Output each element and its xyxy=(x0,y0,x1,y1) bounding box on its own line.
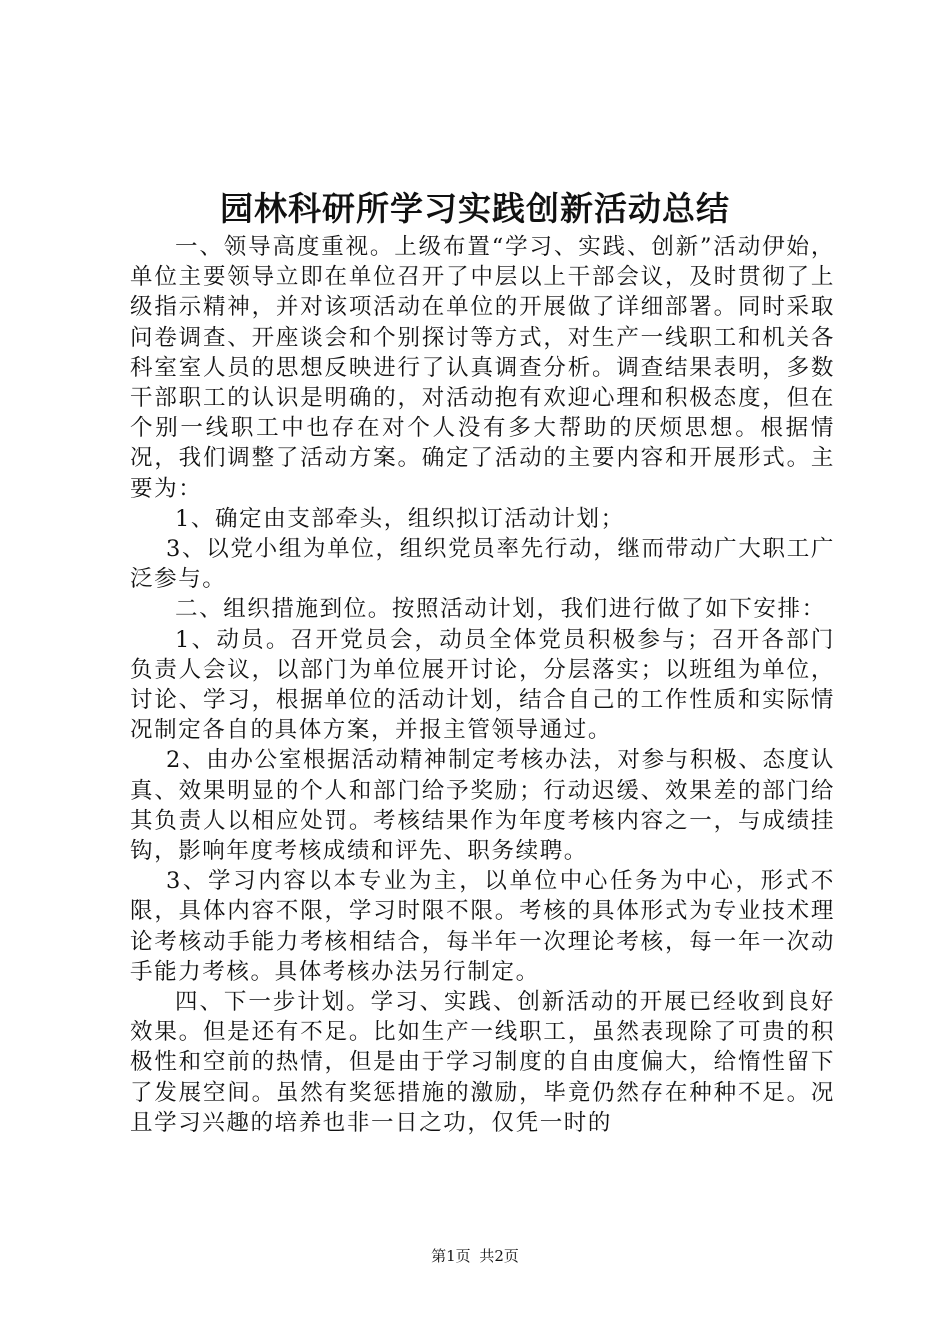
document-body xyxy=(130,232,835,1138)
paragraph-item-3: 3、以党小组为单位，组织党员率先行动，继而带动广大职工广泛参与。 xyxy=(130,536,835,593)
paragraph-mobilization: 1、动员。召开党员会，动员全体党员积极参与；召开各部门负责人会议，以部门为单位展开讨论，分层落实；以班组为单位，讨论、学习，根据单位的活动计划，结合自己的工作性质和实际情况制定各自的具体方案，并报主管领导通过。 xyxy=(130,626,835,744)
paragraph-leadership: 一、领导高度重视。上级布置“学习、实践、创新”活动伊始，单位主要领导立即在单位召开了中层以上干部会议，及时贯彻了上级指示精神，并对该项活动在单位的开展做了详细部署。同时采取问卷调查、开座谈会和个别探讨等方式，对生产一线职工和机关各科室室人员的思想反映进行了认真调查分析。调查结果表明，多数干部职工的认识是明确的，对活动抱有欢迎心理和积极态度，但在个别一线职工中也存在对个人没有多大帮助的厌烦思想。根据情况，我们调整了活动方案。确定了活动的主要内容和开展形式。主要为： xyxy=(130,234,835,502)
page-number: 第1页 xyxy=(431,1247,471,1265)
paragraph-assessment: 2、由办公室根据活动精神制定考核办法，对参与积极、态度认真、效果明显的个人和部门给予奖励；行动迟缓、效果差的部门给其负责人以相应处罚。考核结果作为年度考核内容之一，与成绩挂钩，影响年度考核成绩和评先、职务续聘。 xyxy=(130,747,835,865)
paragraph-measures: 二、组织措施到位。按照活动计划，我们进行做了如下安排： xyxy=(175,596,826,623)
page-total: 共2页 xyxy=(479,1247,519,1265)
document-title: 园林科研所学习实践创新活动总结 xyxy=(220,189,730,228)
paragraph-item-1: 1、确定由支部牵头，组织拟订活动计划； xyxy=(175,505,625,532)
paragraph-next-steps: 四、下一步计划。学习、实践、创新活动的开展已经收到良好效果。但是还有不足。比如生产一线职工，虽然表现除了可贵的积极性和空前的热情，但是由于学习制度的自由度偏大，给惰性留下了发展空间。虽然有奖惩措施的激励，毕竟仍然存在种种不足。况且学习兴趣的培养也非一日之功，仅凭一时的 xyxy=(130,989,835,1136)
paragraph-study-content: 3、学习内容以本专业为主，以单位中心任务为中心，形式不限，具体内容不限，学习时限不限。考核的具体形式为专业技术理论考核动手能力考核相结合，每半年一次理论考核，每一年一次动手能力考核。具体考核办法另行制定。 xyxy=(130,868,835,985)
page-footer xyxy=(0,1246,950,1266)
